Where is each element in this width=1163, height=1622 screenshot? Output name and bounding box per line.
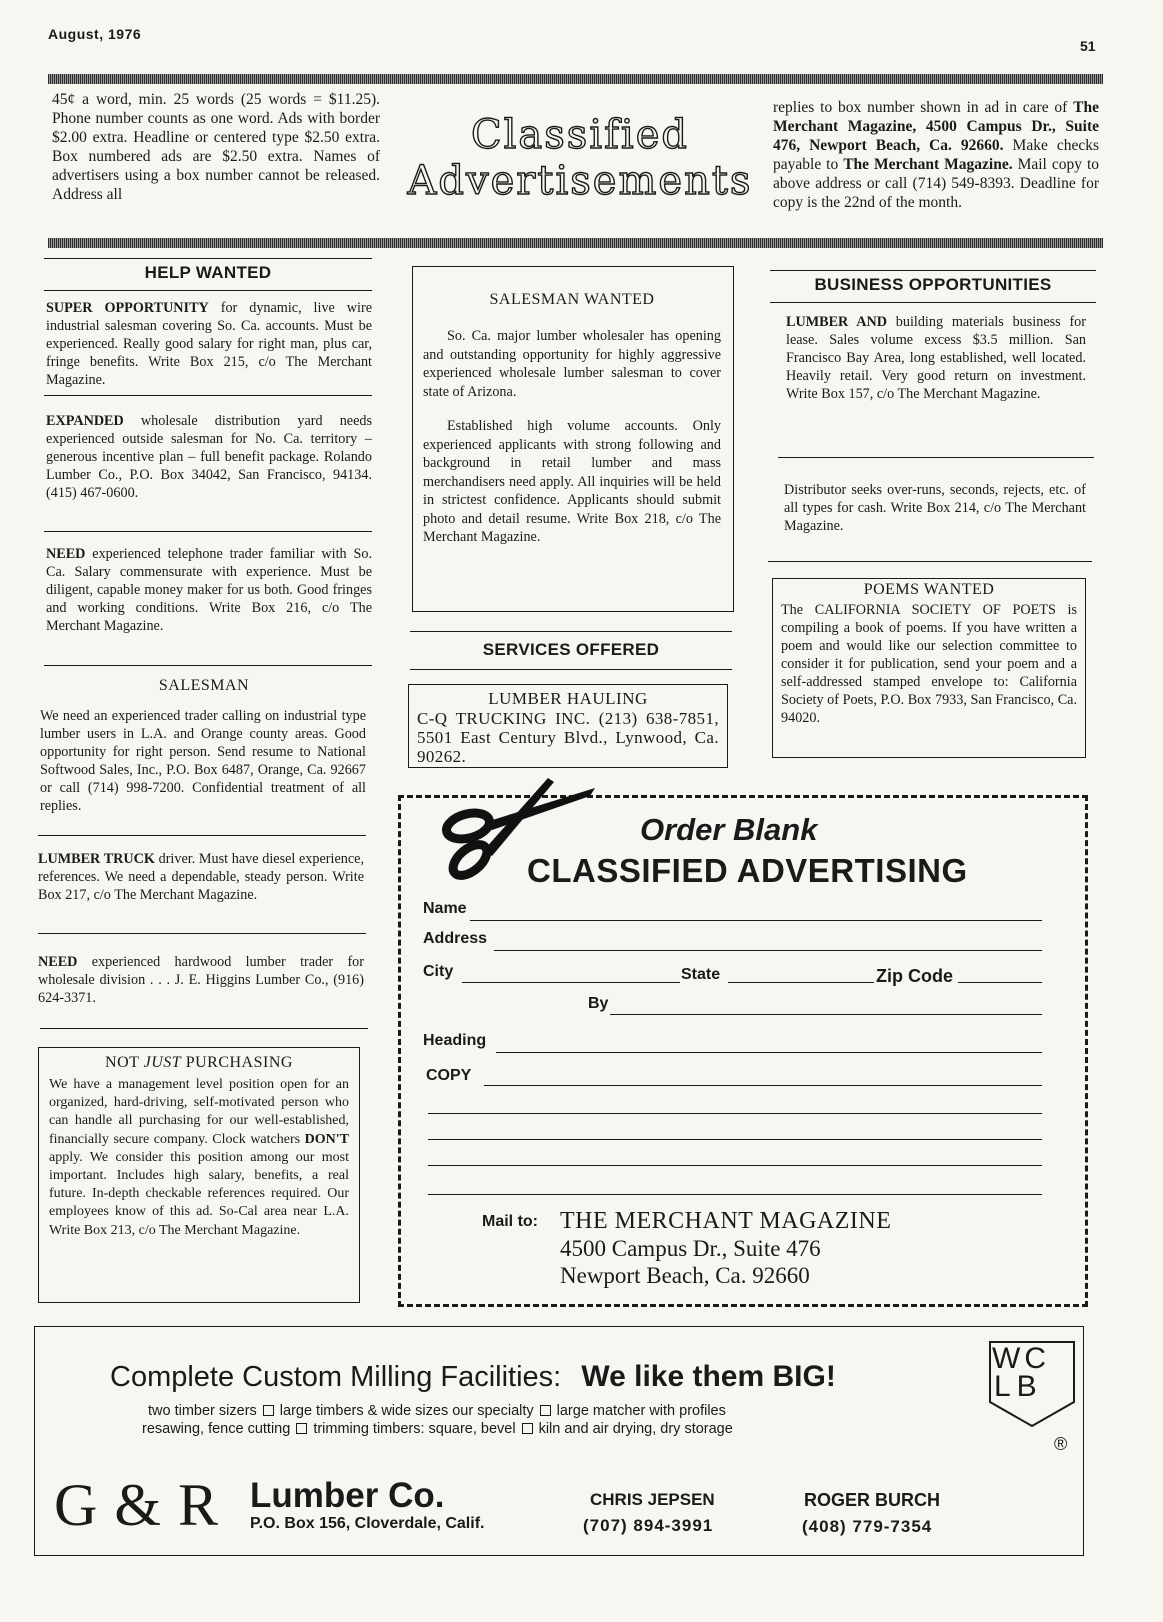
mail-to-label: Mail to: <box>482 1213 538 1230</box>
gr-services-line1: two timber sizers large timbers & wide sizes our specialty large matcher with profiles <box>148 1403 726 1419</box>
zip-label: Zip Code <box>876 966 953 986</box>
badge-line-2: LB <box>994 1370 1043 1403</box>
issue-date: August, 1976 <box>48 26 142 42</box>
checkbox-icon <box>296 1423 307 1434</box>
gr-services-line2: resawing, fence cutting trimming timbers: square, bevel kiln and air drying, dry storage <box>142 1421 733 1437</box>
salesman-wanted-para2: Established high volume accounts. Only experienced applicants with strong following and background in retail lumber and mass merchandisers need apply. All inquiries will be held in strictest confidence. Applicants should submit photo and detail resume. Write Box 218, c/o The Merchant Magazine. <box>423 418 721 545</box>
salesman-title: SALESMAN <box>158 677 250 694</box>
poems-body: The CALIFORNIA SOCIETY OF POETS is compiling a book of poems. If you have written a poem and would like our selection committee to consider it for publication, send your poem and a self-addressed stamped envelope to: California Society of Poets, P.O. Box 7933, San Francisco, Ca. 94020. <box>781 602 1077 726</box>
ad-super-opportunity: SUPER OPPORTUNITY for dynamic, live wire industrial salesman covering So. Ca. accounts. Must be experienced. Really good salary for right man, plus car, fringe benefits. Write Box 215, c/o The Merchant Magazine. <box>46 300 372 388</box>
replies-paragraph: replies to box number shown in ad in care of The Merchant Magazine, 4500 Campus Dr., Suite 476, Newport Beach, Ca. 92660. Make checks payable to The Merchant Magazine. Mail copy to above address or call (714) 549-8393. Deadline for copy is the 22nd of the month. <box>773 99 1100 211</box>
heading-label: Heading <box>423 1032 487 1049</box>
replies-text <box>773 98 1099 212</box>
title-line-1: Classified <box>471 112 689 158</box>
city-label: City <box>423 963 454 980</box>
contact-1-phone: (707) 894-3991 <box>583 1516 714 1535</box>
rates-text <box>52 90 380 204</box>
order-subtitle: CLASSIFIED ADVERTISING <box>527 852 968 889</box>
ad-telephone-trader: NEED experienced telephone trader familiar with So. Ca. Salary commensurate with experience. Must be diligent, capable money maker for us both. Good fringes and working conditions. Write Box 216, c/o The Merchant Magazine. <box>46 546 372 634</box>
city-field[interactable] <box>462 982 680 983</box>
ad-hardwood-trader: NEED experienced hardwood lumber trader for wholesale division . . . J. E. Higgins Lumber Co., (916) 624-3371. <box>38 954 364 1006</box>
ad-poems-wanted <box>772 578 1086 758</box>
purchasing-body: We have a management level position open for an organized, hard-driving, self-motivated person who can handle all purchasing for our well-established, financially secure company. Clock watchers DON'T apply. We consider this position among our most important. Includes high salary, benefits, a real future. In-depth checkable references required. Our employees know of this ad. So-Cal area near L.A. Write Box 213, c/o The Merchant Magazine. <box>49 1077 349 1238</box>
poems-title: POEMS WANTED <box>863 581 995 598</box>
by-label: By <box>588 995 609 1012</box>
ad-lumber-hauling <box>408 684 728 768</box>
rates-paragraph: 45¢ a word, min. 25 words (25 words = $11.25). Phone number counts as one word. Ads with border $2.00 extra. Headline or centered type $2.50 extra. Box numbered ads are $2.50 extra. Names of advertisers using a box number cannot be released. Address all <box>52 91 380 203</box>
state-field[interactable] <box>728 982 874 983</box>
checkbox-icon <box>540 1405 551 1416</box>
mail-to-address2: Newport Beach, Ca. 92660 <box>560 1263 810 1288</box>
page-number: 51 <box>1080 38 1096 54</box>
state-label: State <box>681 966 721 983</box>
gr-company-name: Lumber Co. <box>250 1476 445 1515</box>
ad-expanded: EXPANDED wholesale distribution yard needs experienced outside salesman for No. Ca. territory – generous incentive plan – full benefit package. Rolando Lumber Co., P.O. Box 34042, San Francisco, 94134. (415) 467-0600. <box>46 413 372 501</box>
purchasing-title: NOT JUST PURCHASING <box>105 1054 293 1071</box>
copy-field[interactable] <box>484 1085 1042 1086</box>
title-line-2: Advertisements <box>407 158 753 204</box>
ad-lumber-and: LUMBER AND building materials business for lease. Sales volume excess $3.5 million. San Francisco Bay Area, long established, well located. Heavily retail. Very good return on investment. Write Box 157, c/o The Merchant Magazine. <box>786 314 1086 402</box>
name-field[interactable] <box>470 920 1042 921</box>
gr-company-address: P.O. Box 156, Cloverdale, Calif. <box>250 1515 485 1532</box>
salesman-wanted-para1: So. Ca. major lumber wholesaler has opening and outstanding opportunity for highly aggressive experienced wholesale lumber salesman to cover state of Arizona. <box>423 328 721 400</box>
lumber-hauling-body: C-Q TRUCKING INC. (213) 638-7851, 5501 East Century Blvd., Lynwood, Ca. 90262. <box>417 709 719 766</box>
copy-line-2[interactable] <box>428 1113 1042 1114</box>
help-wanted-heading: HELP WANTED <box>144 263 272 282</box>
gr-logo: G & R <box>54 1472 220 1538</box>
zip-field[interactable] <box>958 982 1042 983</box>
services-heading: SERVICES OFFERED <box>482 640 660 659</box>
badge-line-1: WC <box>992 1342 1050 1375</box>
ad-not-just-purchasing <box>38 1047 360 1303</box>
registered-mark: ® <box>1054 1434 1068 1454</box>
by-field[interactable] <box>610 1014 1042 1015</box>
address-label: Address <box>423 930 488 947</box>
ad-lumber-truck: LUMBER TRUCK driver. Must have diesel experience, references. We need a dependable, steady person. Write Box 217, c/o The Merchant Magazine. <box>38 851 364 903</box>
classified-title <box>390 112 770 204</box>
ad-salesman-wanted <box>412 266 734 612</box>
checkbox-icon <box>263 1405 274 1416</box>
ad-salesman: We need an experienced trader calling on industrial type lumber users in L.A. and Orange county areas. Good opportunity for right person. Send resume to National Softwood Sales, Inc., P.O. Box 6487, Orange, Ca. 92667 or call (714) 998-7200. Confidential treatment of all replies. <box>40 708 366 814</box>
contact-1-name: CHRIS JEPSEN <box>590 1490 715 1509</box>
copy-label: COPY <box>426 1067 472 1084</box>
business-heading: BUSINESS OPPORTUNITIES <box>814 275 1052 294</box>
address-field[interactable] <box>494 950 1042 951</box>
checkbox-icon <box>522 1423 533 1434</box>
copy-line-5[interactable] <box>428 1194 1042 1195</box>
contact-2-phone: (408) 779-7354 <box>802 1517 933 1536</box>
copy-line-3[interactable] <box>428 1139 1042 1140</box>
mail-to-address1: 4500 Campus Dr., Suite 476 <box>560 1236 821 1261</box>
wclb-badge <box>988 1340 1078 1428</box>
contact-2-name: ROGER BURCH <box>804 1490 941 1510</box>
gr-headline: Complete Custom Milling Facilities: We like them BIG! <box>110 1360 836 1393</box>
ad-distributor: Distributor seeks over-runs, seconds, rejects, etc. of all types for cash. Write Box 214, c/o The Merchant Magazine. <box>784 482 1086 534</box>
top-divider <box>48 74 1103 84</box>
heading-field[interactable] <box>496 1052 1042 1053</box>
copy-line-4[interactable] <box>428 1165 1042 1166</box>
order-title: Order Blank <box>640 812 818 847</box>
name-label: Name <box>423 900 467 917</box>
lumber-hauling-title: LUMBER HAULING <box>488 689 648 708</box>
mail-to-name: THE MERCHANT MAGAZINE <box>560 1208 892 1234</box>
salesman-wanted-title: SALESMAN WANTED <box>489 291 655 308</box>
bottom-divider <box>48 238 1103 248</box>
